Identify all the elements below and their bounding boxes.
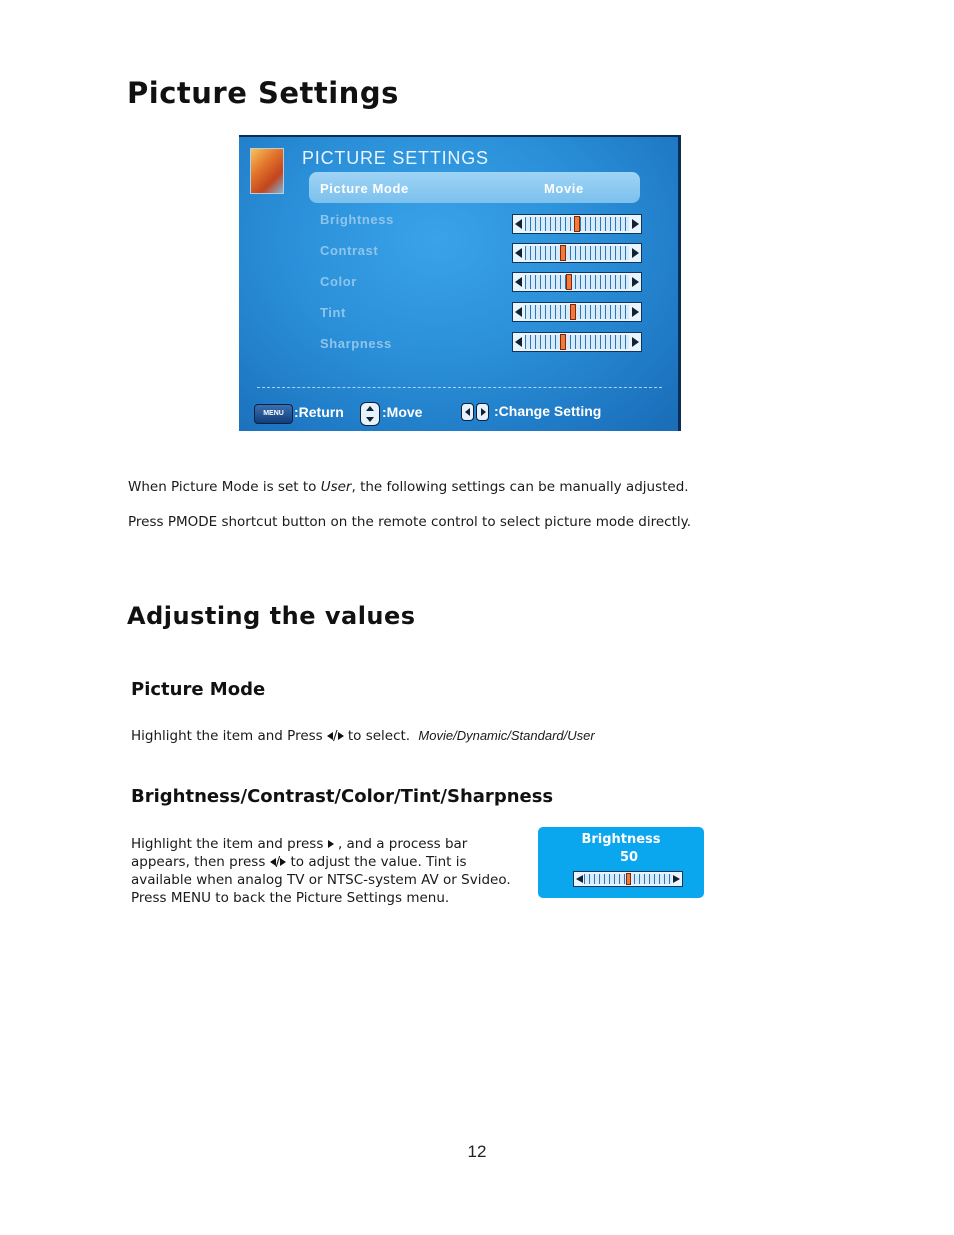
contrast-slider[interactable] bbox=[512, 243, 642, 263]
slider-thumb[interactable] bbox=[570, 304, 576, 320]
intro-user-mode: User bbox=[320, 479, 352, 495]
bccts-line-2-start: appears, then press bbox=[131, 854, 270, 870]
osd-item-tint[interactable]: Tint bbox=[320, 305, 346, 320]
tint-slider[interactable] bbox=[512, 302, 642, 322]
menu-key-icon: MENU bbox=[254, 404, 293, 424]
page-title: Picture Settings bbox=[127, 76, 399, 110]
popup-value: 50 bbox=[619, 850, 639, 865]
left-arrow-icon bbox=[515, 277, 522, 287]
picture-settings-osd bbox=[239, 135, 681, 431]
osd-item-sharpness[interactable]: Sharpness bbox=[320, 336, 392, 351]
right-arrow-icon bbox=[632, 219, 639, 229]
bccts-text bbox=[131, 835, 511, 907]
slider-thumb[interactable] bbox=[566, 274, 572, 290]
osd-item-color[interactable]: Color bbox=[320, 274, 357, 289]
right-arrow-icon bbox=[632, 307, 639, 317]
separator: / bbox=[275, 854, 281, 870]
sharpness-slider[interactable] bbox=[512, 332, 642, 352]
osd-item-picture-mode-value: Movie bbox=[544, 181, 584, 196]
separator: / bbox=[333, 728, 338, 744]
osd-item-brightness[interactable]: Brightness bbox=[320, 212, 394, 227]
picture-mode-instruction: Highlight the item and Press bbox=[131, 728, 327, 744]
bccts-line-2 bbox=[131, 853, 511, 871]
picture-mode-options: Movie/Dynamic/Standard/User bbox=[418, 728, 595, 743]
intro-line-1 bbox=[128, 479, 689, 495]
right-key-icon bbox=[476, 403, 489, 421]
left-arrow-icon bbox=[515, 248, 522, 258]
right-arrow-icon bbox=[632, 248, 639, 258]
left-key-icon bbox=[461, 403, 474, 421]
page-number: 12 bbox=[467, 1142, 487, 1161]
bccts-line-1 bbox=[131, 835, 511, 853]
popup-brightness-slider[interactable] bbox=[573, 871, 683, 887]
picture-icon bbox=[250, 148, 284, 194]
slider-thumb[interactable] bbox=[560, 245, 566, 261]
section-heading-adjusting: Adjusting the values bbox=[127, 602, 416, 630]
move-hint: :Move bbox=[382, 404, 423, 420]
bccts-line-1-end: , and a process bar bbox=[333, 836, 468, 852]
osd-item-contrast[interactable]: Contrast bbox=[320, 243, 379, 258]
right-arrow-icon bbox=[632, 277, 639, 287]
osd-item-picture-mode[interactable]: Picture Mode bbox=[320, 181, 409, 196]
brightness-slider[interactable] bbox=[512, 214, 642, 234]
left-arrow-icon bbox=[515, 307, 522, 317]
picture-mode-text bbox=[131, 728, 595, 744]
osd-divider bbox=[257, 387, 662, 388]
change-setting-hint: :Change Setting bbox=[494, 403, 602, 419]
brightness-popup bbox=[538, 827, 704, 898]
popup-label: Brightness bbox=[581, 832, 661, 847]
slider-thumb[interactable] bbox=[626, 873, 631, 885]
bccts-heading: Brightness/Contrast/Color/Tint/Sharpness bbox=[131, 786, 554, 807]
left-arrow-icon bbox=[576, 875, 583, 883]
bccts-line-4: Press MENU to back the Picture Settings menu. bbox=[131, 890, 450, 906]
left-arrow-icon bbox=[515, 337, 522, 347]
bccts-line-2-end: to adjust the value. Tint is bbox=[286, 854, 467, 870]
right-arrow-icon bbox=[673, 875, 680, 883]
right-arrow-icon bbox=[632, 337, 639, 347]
bccts-line-3: available when analog TV or NTSC-system AV or Svideo. bbox=[131, 872, 511, 888]
picture-mode-heading: Picture Mode bbox=[131, 679, 266, 700]
intro-text: When Picture Mode is set to bbox=[128, 479, 321, 495]
intro-text-after: , the following settings can be manually adjusted. bbox=[351, 479, 689, 495]
intro-line-2: Press PMODE shortcut button on the remote control to select picture mode directly. bbox=[128, 514, 691, 530]
picture-mode-instruction-end: to select. bbox=[343, 728, 411, 744]
osd-title: PICTURE SETTINGS bbox=[302, 148, 489, 168]
bccts-line-1-start: Highlight the item and press bbox=[131, 836, 328, 852]
slider-thumb[interactable] bbox=[574, 216, 580, 232]
return-hint: :Return bbox=[294, 404, 344, 420]
color-slider[interactable] bbox=[512, 272, 642, 292]
left-arrow-icon bbox=[515, 219, 522, 229]
up-down-keys-icon bbox=[360, 402, 380, 426]
slider-thumb[interactable] bbox=[560, 334, 566, 350]
